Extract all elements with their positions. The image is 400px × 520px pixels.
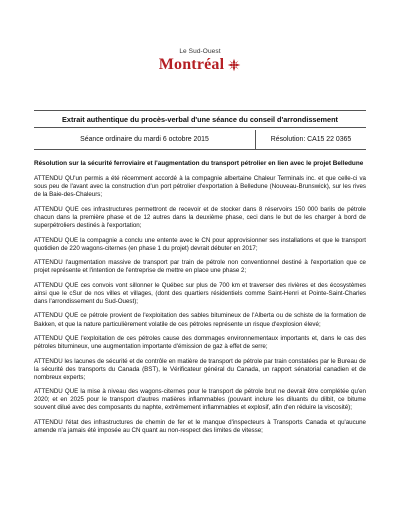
paragraph: ATTENDU QUE l'exploitation de ces pétroles cause des dommages environnementaux importants et, dans le cas des pétroles bitumineux, une augmentation importante d'émission de gaz à effet de serre; <box>34 335 366 351</box>
paragraph: ATTENDU les lacunes de sécurité et de contrôle en matière de transport de pétrole par train constatées par le Bureau de la sécurité des transports du Canada (BST), le Vérificateur général du Canada, un rapport sénatorial canadien et de nombreux experts; <box>34 357 366 381</box>
session-date: Séance ordinaire du mardi 6 octobre 2015 <box>34 130 256 149</box>
document-body <box>34 160 366 442</box>
logo-wordmark <box>159 56 242 74</box>
paragraph: ATTENDU QUE la compagnie a conclu une entente avec le CN pour approvisionner ses installations et que le transport quotidien de 220 wagons-citernes (en phase 1 du projet) devrait débuter en 2017; <box>34 236 366 252</box>
session-meta-row <box>34 130 366 150</box>
paragraph: ATTENDU l'état des infrastructures de chemin de fer et le manque d'inspecteurs à Transports Canada et qu'aucune amende n'a jamais été imposée au CN quant au non-respect des limites de vitesse; <box>34 418 366 435</box>
paragraph: ATTENDU QUE ces convois vont sillonner le Québec sur plus de 700 km et traverser des rivières et des écosystèmes ainsi que le cSur de nos villes et villages, (dont des quartiers résidentiels comme Saint-Henri et Pointe-Saint-Charles dans l'arrondissement du Sud-Ouest); <box>34 281 366 305</box>
logo-title: Montréal <box>158 56 225 73</box>
resolution-number: Résolution: CA15 22 0365 <box>270 136 352 143</box>
paragraph: ATTENDU QUE la mise à niveau des wagons-citernes pour le transport de pétrole brut ne devrait être complétée qu'en 2020; et en 2025 pour le transport d'autres matières inflammables (pouvant inclure les diluants du dilbit, ce bitume souvent dilué avec des composants du naphte, extrêmement inflammables et explosif, afin d'en réduire la viscosité); <box>34 388 366 412</box>
paragraph: ATTENDU l'augmentation massive de transport par train de pétrole non conventionnel destiné à l'exportation que ce projet représente et l'intention de l'entreprise de mettre en place une phase 2; <box>34 259 366 275</box>
logo <box>0 48 400 74</box>
logo-subtitle: Le Sud-Ouest <box>179 48 221 55</box>
document-title: Extrait authentique du procès-verbal d'une séance du conseil d'arrondissement <box>34 110 366 128</box>
paragraph: ATTENDU QUE ce pétrole provient de l'exploitation des sables bitumineux de l'Alberta ou de schiste de la formation de Bakken, et que la nature particulièrement volatile de ces pétroles représente un risque d'explosion élevé; <box>34 312 366 328</box>
paragraph: ATTENDU QU'un permis a été récemment accordé à la compagnie albertaine Chaleur Terminals inc. et que celle-ci va sous peu de l'avant avec la construction d'un port pétrolier d'exportation à Belledune (Nouveau-Brunswick), sur les rives de la Baie-des-Chaleurs; <box>34 175 366 199</box>
paragraph: ATTENDU QUE ces infrastructures permettront de recevoir et de stocker dans 8 réservoirs 150 000 barils de pétrole chacun dans la première phase et de 12 autres dans la deuxième phase, ceci dans le but de les charger à bord de superpétroliers destinés à l'exportation; <box>34 205 366 230</box>
resolution-title: Résolution sur la sécurité ferroviaire et l'augmentation du transport pétrolier en lien avec le projet Belledune <box>34 160 364 167</box>
montreal-rosette-icon <box>227 58 241 72</box>
